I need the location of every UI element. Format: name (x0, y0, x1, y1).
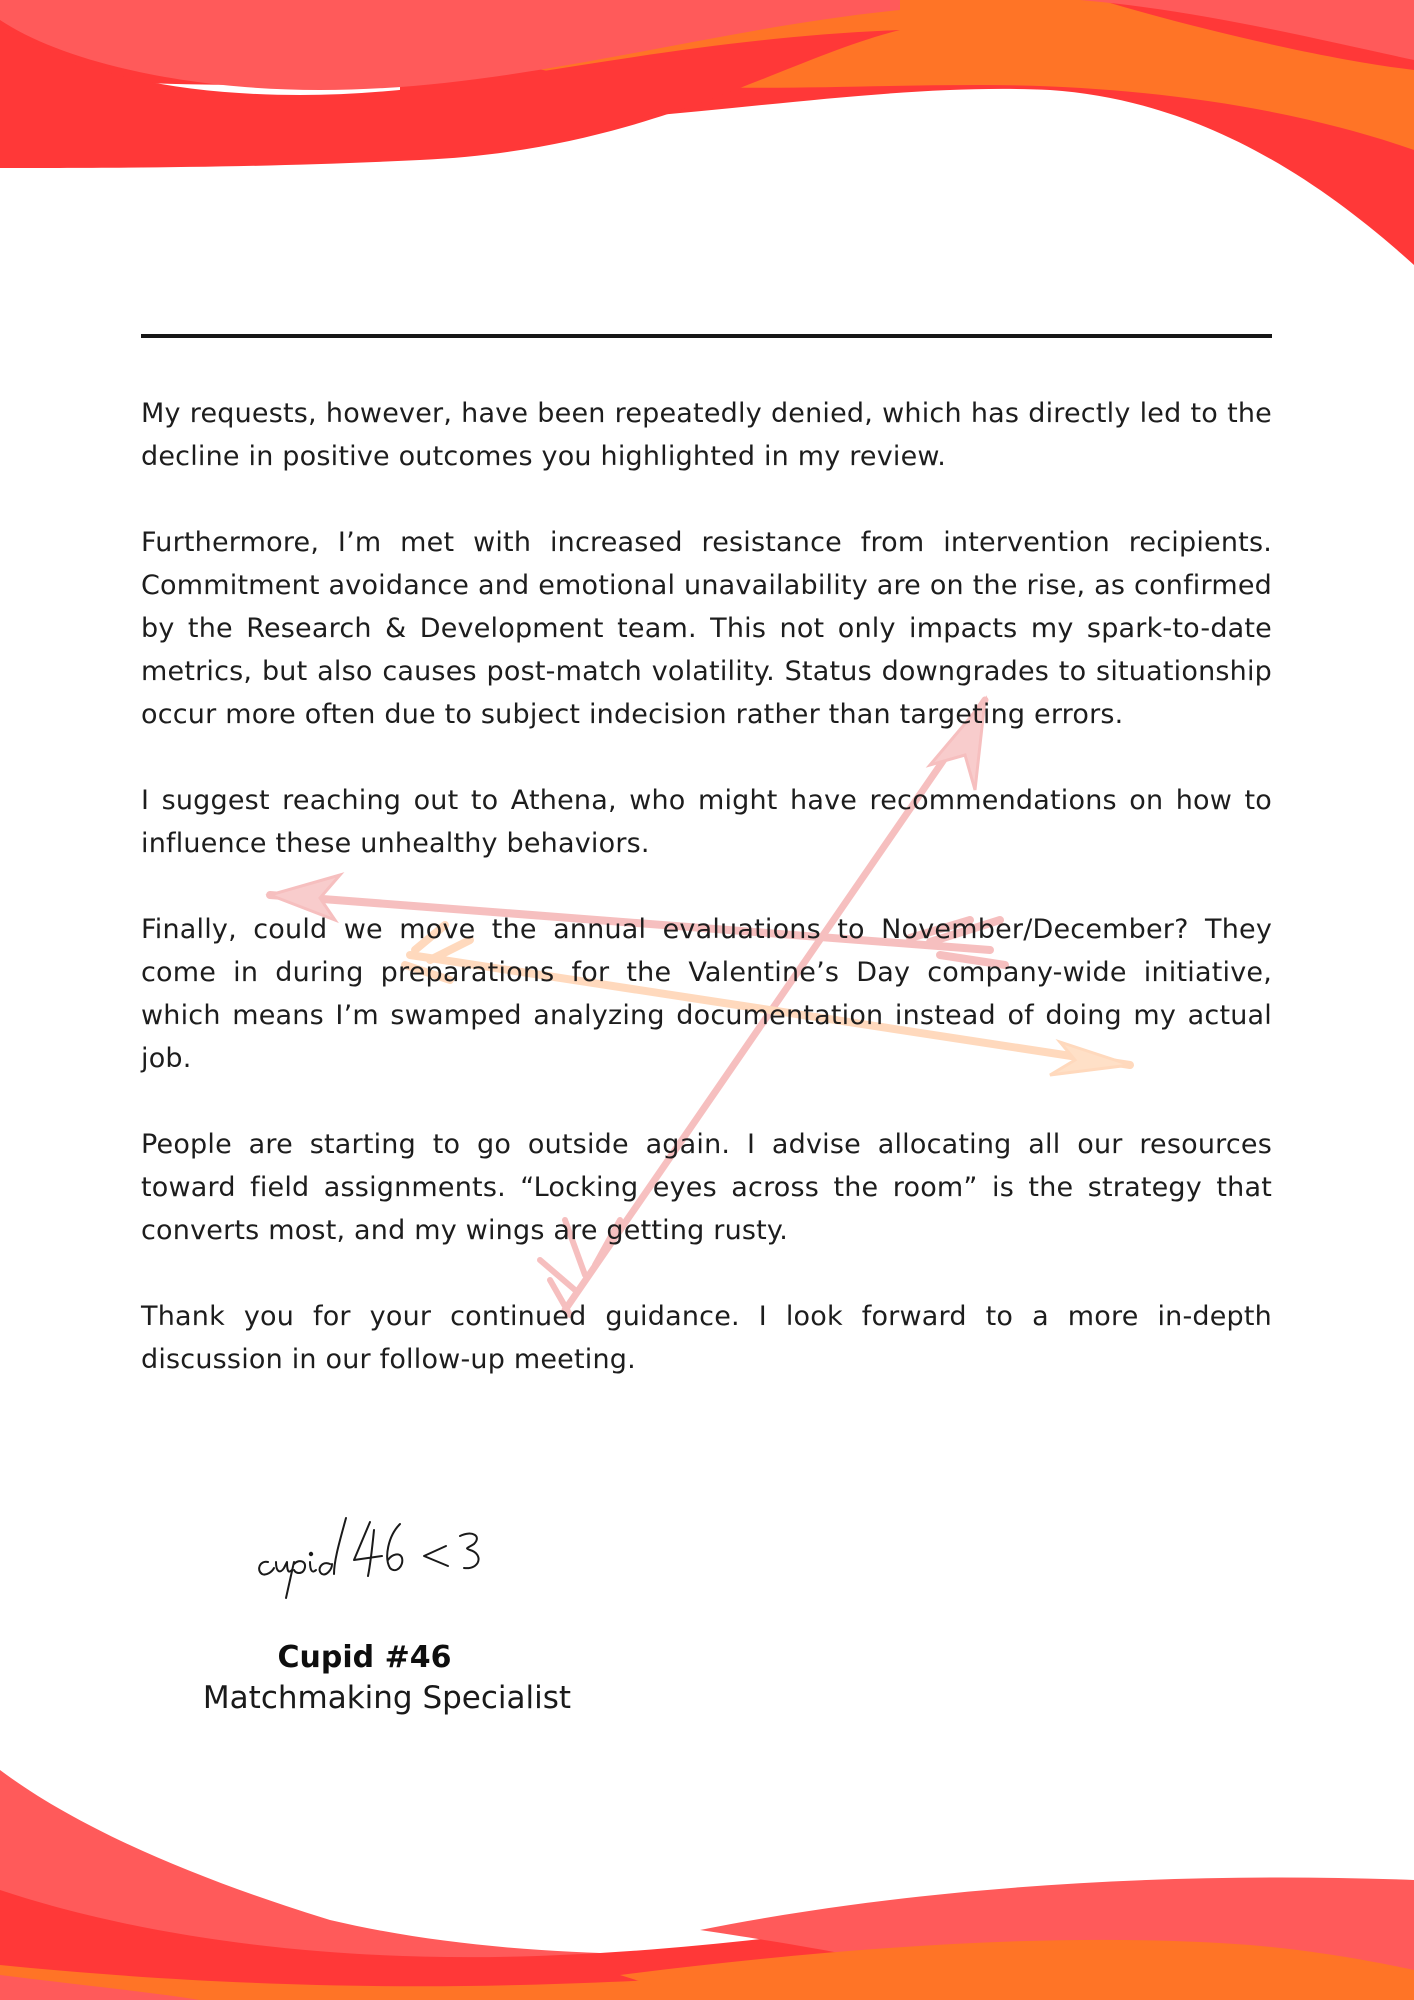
paragraph-2: Furthermore, I’m met with increased resistance from intervention recipients. Commitment avoidance and emotional unavailability are on the rise, as confirmed by the Research & Development team. This not only impacts my spark-to-date metrics, but also causes post-match volatility. Status downgrades to situationship occur more often due to subject indecision rather than targeting errors. (141, 527, 1272, 730)
sender-role: Matchmaking Specialist (202, 1680, 572, 1716)
sender-name: Cupid #46 (277, 1640, 452, 1675)
handwritten-signature (250, 1510, 510, 1600)
paragraph-1: My requests, however, have been repeatedly denied, which has directly led to the decline in positive outcomes you highlighted in my review. (141, 398, 1272, 472)
paragraph-6: Thank you for your continued guidance. I look forward to a more in-depth discussion in our follow-up meeting. (141, 1301, 1272, 1375)
letter-body (141, 392, 1272, 1424)
header-divider (141, 334, 1272, 338)
signature-block (172, 1638, 602, 1718)
paragraph-5: People are starting to go outside again. I advise allocating all our resources toward field assignments. “Locking eyes across the room” is the strategy that converts most, and my wings are getting rusty. (141, 1129, 1272, 1246)
paragraph-4: Finally, could we move the annual evaluations to November/December? They come in during preparations for the Valentine’s Day company-wide initiative, which means I’m swamped analyzing documentation instead of doing my actual job. (141, 914, 1272, 1074)
top-wave-banner (0, 0, 1414, 280)
bottom-wave-banner (0, 1770, 1414, 2000)
paragraph-3: I suggest reaching out to Athena, who might have recommendations on how to influence these unhealthy behaviors. (141, 785, 1272, 859)
